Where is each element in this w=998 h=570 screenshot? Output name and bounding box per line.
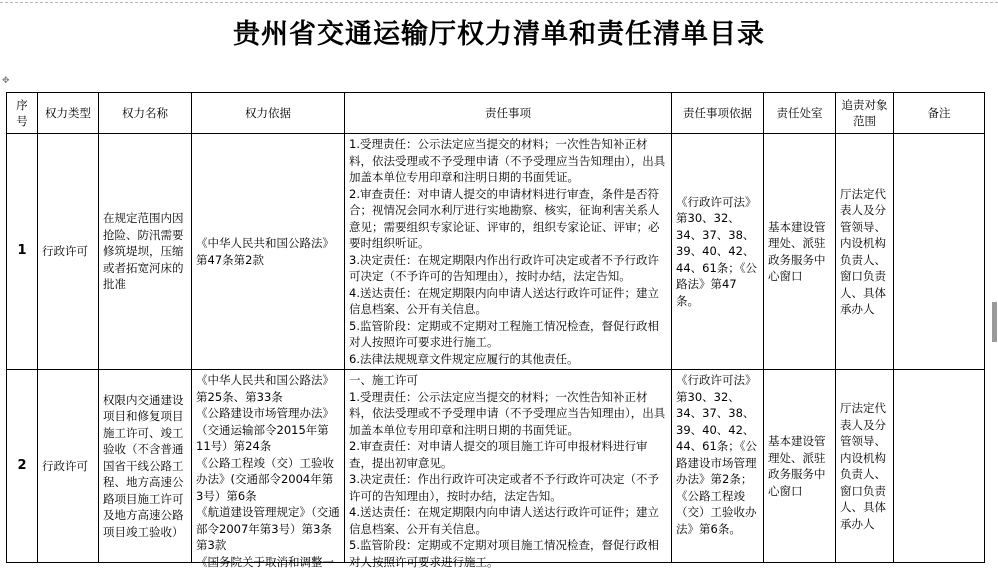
header-dept: 责任处室 (764, 93, 836, 134)
document-title: 贵州省交通运输厅权力清单和责任清单目录 (233, 19, 765, 50)
cell-dept: 基本建设管理处、派驻政务服务中心窗口 (764, 134, 836, 370)
table-header-row (7, 93, 985, 134)
table-move-handle-icon[interactable]: ✥ (2, 76, 10, 86)
header-power-type: 权力类型 (38, 93, 99, 134)
cell-power-basis: 《中华人民共和国公路法》第47条第2款 (192, 134, 345, 370)
page-top-border (0, 2, 998, 3)
cell-power-name: 在规定范围内因抢险、防汛需要修筑堤坝，压缩或者拓宽河床的批准 (99, 134, 192, 370)
header-duties: 责任事项 (345, 93, 672, 134)
cell-power-type: 行政许可 (38, 134, 99, 370)
cell-power-name: 权限内交通建设项目和修复项目施工许可、竣工验收（不含普通国省干线公路工程、地方高速公路项目施工许可及地方高速公路项目竣工验收） (99, 370, 192, 563)
header-remarks: 备注 (894, 93, 985, 134)
cell-duty-basis: 《行政许可法》第30、32、34、37、38、39、40、42、44、61条；《公路法》第47条。 (672, 134, 764, 370)
header-seq: 序号 (7, 93, 38, 134)
cell-remarks (894, 134, 985, 370)
cell-seq: 1 (7, 134, 38, 370)
header-power-basis: 权力依据 (192, 93, 345, 134)
power-responsibility-table (6, 92, 985, 569)
cell-power-type: 行政许可 (38, 370, 99, 563)
cell-duty-basis: 《行政许可法》第30、32、34、37、38、39、40、42、44、61条；《公路建设市场管理办法》第2条；《公路工程竣（交）工验收办法》第6条。 (676, 373, 758, 536)
cell-accountable: 厅法定代表人及分管领导、内设机构负责人、窗口负责人、具体承办人 (836, 134, 894, 370)
cell-dept: 基本建设管理处、派驻政务服务中心窗口 (764, 370, 836, 563)
table-row (7, 370, 985, 563)
table-row (7, 134, 985, 370)
cell-power-basis: 《中华人民共和国公路法》第25条、第33条 《公路建设市场管理办法》（交通运输部令2015年第11号）第24条 《公路工程竣（交）工验收办法》(交通部令2004年第3号）第6条 《航道建设管理规定》（交通部令2007年第3号）第3条第3款 《国务院关于取消和调整一 (196, 373, 340, 569)
cell-remarks (894, 370, 985, 563)
cell-accountable: 厅法定代表人及分管领导、内设机构负责人、窗口负责人、具体承办人 (836, 370, 894, 563)
cell-duties: 1.受理责任：公示法定应当提交的材料；一次性告知补正材料，依法受理或不予受理申请（不予受理应当告知理由），出具加盖本单位专用印章和注明日期的书面凭证。 2.审查责任：对申请人提交的申请材料进行审查，条件是否符合；视情况会同水利厅进行实地勘察、核实，征询利害关系人意见；需要组织专家论证、评审的，组织专家论证、评审；必要时组织听证。 3.决定责任：在规定期限内作出行政许可决定或者不予行政许可决定（不予许可的告知理由），按时办结，法定告知。 4.送达责任：在规定期限内向申请人送达行政许可证件；建立信息档案、公开有关信息。 5.监管阶段：定期或不定期对工程施工情况检查，督促行政相对人按照许可要求进行施工。 6.法律法规规章文件规定应履行的其他责任。 (345, 134, 672, 370)
cell-seq: 2 (7, 370, 38, 563)
header-accountable: 追责对象范围 (836, 93, 894, 134)
cell-duties: 一、施工许可 1.受理责任：公示法定应当提交的材料；一次性告知补正材料，依法受理或不予受理申请（不予受理应当告知理由），出具加盖本单位专用印章和注明日期的书面凭证。 2.审查责任：对申请人提交的项目施工许可申报材料进行审查，提出初审意见。 3.决定责任：作出行政许可决定或者不予行政许可决定（不予许可的告知理由），按时办结，法定告知。 4.送达责任：在规定期限内向申请人送达行政许可证件；建立信息档案、公开有关信息。 5.监管阶段：定期或不定期对项目施工情况检查，督促行政相对人按照许可要求进行施工。 (349, 373, 666, 569)
scrollbar-thumb[interactable] (992, 302, 997, 342)
header-power-name: 权力名称 (99, 93, 192, 134)
header-duty-basis: 责任事项依据 (672, 93, 764, 134)
